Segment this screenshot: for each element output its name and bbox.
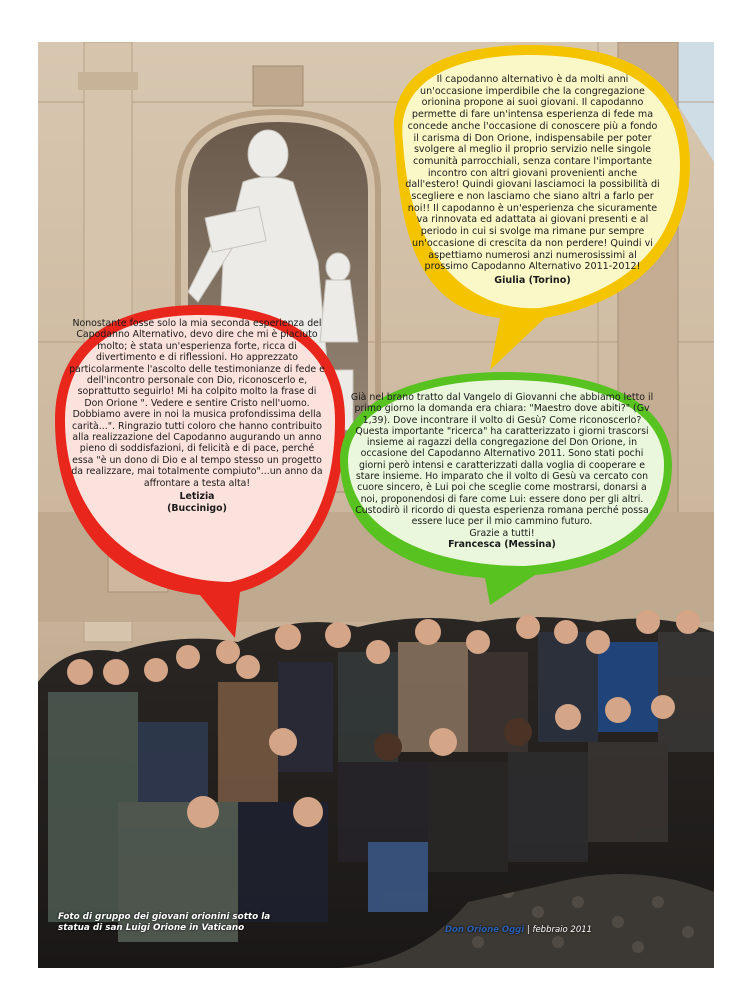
caption-line-1: Foto di gruppo dei giovani orionini sotto la xyxy=(58,912,271,922)
bubble-giulia-text xyxy=(405,74,660,287)
issue-date: febbraio 2011 xyxy=(532,925,593,935)
page-footer: Don Orione Oggi | febbraio 2011 xyxy=(445,925,593,935)
letizia-signature-city: (Buccinigo) xyxy=(167,502,227,514)
photo-caption xyxy=(58,912,270,934)
bubble-francesca-text xyxy=(348,392,656,550)
bubble-letizia-text xyxy=(68,318,326,514)
letizia-signature-name: Letizia xyxy=(179,491,215,503)
giulia-testimony: Il capodanno alternativo è da molti anni un'occasione imperdibile che la congregazione orionina propone ai suoi giovani. Il capodanno permette di fare un'intensa esperienza di fede ma concede anche l'occasione di conoscere più a fondo il carisma di Don Orione, indispensabile per poter svolgere al meglio il proprio servizio nelle singole comunità parrocchiali, senza contare l'importante incontro con altri giovani provenienti anche dall'estero! Quindi giovani lasciamoci la possibilità di scegliere e non lasciamo che siano altri a farlo per noi!! Il capodanno è un'esperienza che sicuramente va rinnovata ed adattata ai giovani presenti e al periodo in cui si svolge ma rimane pur sempre un'occasione di crescita da non perdere! Quindi vi aspettiamo numerosi anzi numerosissimi al prossimo Capodanno Alternativo 2011-2012! xyxy=(405,74,660,273)
francesca-testimony: Già nel brano tratto dal Vangelo di Giovanni che abbiamo letto il primo giorno la domanda era chiara: "Maestro dove abiti?" (Gv 1,39). Dove incontrare il volto di Gesù? Come riconoscerlo? Questa importante "ricerca" ha caratterizzato i giorni trascorsi insieme ai ragazzi della congregazione del Don Orione, in occasione del Capodanno Alternativo 2011. Sono stati pochi giorni però intensi e caratterizzati dalla voglia di cooperare e stare insieme. Ho imparato che il volto di Gesù va cercato con cuore sincero, è Lui poi che sceglie come mostrarsi, donarsi a noi, proponendosi di fare come Lui: essere dono per gli altri. Custodirò il ricordo di questa esperienza romana perché possa essere luce per il mio cammino futuro. xyxy=(350,392,654,528)
letizia-testimony: Nonostante fosse solo la mia seconda esperienza del Capodanno Alternativo, devo dire che mi è piaciuto molto; è stata un'esperienza forte, ricca di divertimento e di riflessioni. Ho apprezzato particolarmente l'ascolto delle testimonianze di fede e dell'incontro personale con Dio, riconoscerlo e, soprattutto seguirlo! Mi ha colpito molto la frase di Don Orione ". Vedere e sentire Cristo nell'uomo. Dobbiamo avere in noi la musica profondissima della carità...". Ringrazio tutti coloro che hanno contribuito alla realizzazione del Capodanno augurando un anno pieno di soddisfazioni, di felicità e di pace, perché essa "è un dono di Dio e al tempo stesso un progetto da realizzare, mai totalmente compiuto"...un anno da affrontare a testa alta! xyxy=(69,318,325,489)
giulia-signature: Giulia (Torino) xyxy=(494,274,571,286)
magazine-name: Don Orione Oggi xyxy=(445,925,525,935)
caption-line-2: statua di san Luigi Orione in Vaticano xyxy=(58,923,245,933)
francesca-signature: Francesca (Messina) xyxy=(448,538,556,550)
francesca-thanks: Grazie a tutti! xyxy=(469,527,535,539)
